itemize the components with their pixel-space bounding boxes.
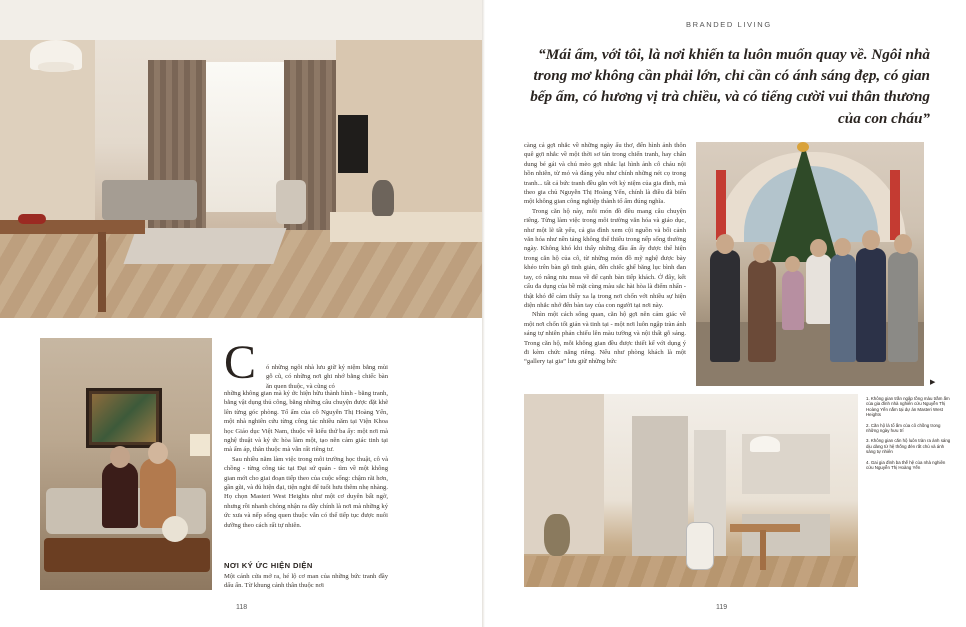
page-number-left: 118 (236, 604, 248, 611)
pendant-lamp-icon (750, 436, 780, 452)
page-gutter (482, 0, 485, 627)
body-paragraph: càng cả gợi nhắc về những ngày ấu thơ, đến hình ảnh thôn quê gợi nhắc về một thời sơ tán trong chiến tranh, hay chân dung bé gái và chú mèo gợi nhắc lại hình ảnh cô cháu nội hồn nhiên, từ mỏ và đáng yêu như chính những nét cọ trong tranh... tất cả bức tranh đều gắn với kỷ niệm của gia đình, mà theo gia chủ Nguyễn Thị Hoàng Yến, chính là điều đã biến một không gian công nghiệp thành tổ ấm đúng nghĩa. (524, 142, 686, 206)
left-body-column (224, 389, 388, 530)
page-number-right: 119 (716, 604, 728, 611)
pull-quote: “Mái ấm, với tôi, là nơi khiến ta luôn muốn quay về. Ngôi nhà trong mơ không cần phải lớn, chỉ cần có ánh sáng đẹp, có gian bếp ấm, có hương vị trà chiều, và có tiếng cười vui thân thương của con cháu” (530, 46, 930, 127)
family-christmas-photo (696, 142, 924, 386)
intro-paragraph: ó những ngôi nhà lưu giữ ký niệm bằng mùi gỗ cũ, có những nơi ghi nhớ bằng chiếc bàn ăn quen thuộc, và cũng có (266, 364, 388, 390)
couple-portrait-photo (40, 338, 212, 590)
body-paragraph: Sau nhiều năm làm việc trong môi trường học thuật, cô và chồng - từng công tác tại Đại sứ quán - tìm về một không gian mới cho giai đoạn tiếp theo của cuộc sống: chậm rãi hơn, gần gũi, và đủ hiện đại, tiện nghi để tuổi hưu thêm nhẹ nhàng. Họ chọn Masteri West Heights như một cơ duyên bất ngờ, nhưng rồi nhanh chóng nhận ra đây chính là nơi mà những ký ức xưa và nếp sống quen thuộc vẫn có thể tiếp tục được nuôi dưỡng theo cách rất tự nhiên. (224, 455, 388, 529)
body-paragraph: những không gian mà ký ức hiện hữu thành hình - bằng tranh, bằng vật dụng thủ công, bằng những câu chuyện được đặt khẽ lên từng góc phòng. Tổ ấm của cô Nguyễn Thị Hoàng Yến, một nhà nghiên cứu từng công tác nhiều năm tại Viện Khoa học Giáo dục Việt Nam, thuộc về kiểu thứ ba ấy: một nơi mà nghệ thuật và ký ức hòa làm một, tạo nên cảm giác tinh tại mà ấm áp, thân thuộc mà vẫn rất riêng tư. (224, 390, 388, 454)
tv-icon (338, 115, 368, 173)
living-room-photo (0, 0, 482, 318)
caption-3: 3. Không gian căn hộ luôn tràn ra ánh sáng dịu dàng từ hệ thống đèn rất chú và ánh sáng tự nhiên (866, 438, 951, 455)
left-bottom-paragraph: Một cánh cửa mở ra, hé lộ cơ man của những bức tranh đầy dấu ấn. Từ khung cảnh thân thuộc nơi (224, 573, 388, 590)
christmas-tree-icon (770, 144, 838, 262)
body-paragraph: Nhìn một cách sống quan, căn hộ gợi nên cảm giác về một nơi chốn tối giản và tinh tại - một nơi luôn ngập tràn ánh sáng tự nhiên phản chiếu lên màu tường và nội thất gỗ sáng. Trong căn hộ, mỗi không gian đều được thiết kế với dụng ý đi kèm chức năng riêng. Nếu như phòng khách là một “gallery tại gia” lưu giữ những bức (524, 311, 686, 366)
caption-arrow-icon: ▶ (930, 378, 936, 386)
caption-1: 1. Không gian trần ngập tồng màu trầm ấm của gia đình nhà nghiên cứu Nguyễn Thị Hoàng Yến nằm tại dự án Masteri West Heights (866, 396, 950, 418)
section-label: BRANDED LIVING (686, 20, 772, 29)
section-heading: NƠI KÝ ỨC HIỆN DIỆN (224, 561, 313, 570)
drop-cap: C (224, 336, 257, 389)
dining-kitchen-photo (524, 394, 858, 587)
right-body-column (524, 141, 686, 367)
photo-captions (866, 396, 954, 475)
caption-2: 2. Căn hộ là tổ ấm của cô chồng trong những ngày hưu trí (866, 422, 941, 434)
body-paragraph: Trong căn hộ này, mỗi món đồ đều mang câu chuyện riêng. Từng làm việc trong môi trường văn hóa và giáo dục, như một lẽ tất yếu, cả gia đình xem cội nguồn và bối cảnh văn hóa như nền tảng không thể thiếu trong nếp sống thường ngày. Không khó khi thấy những đầu ấn ấy được thể hiện trong căn hộ của cô, từ những món đồ mỹ nghệ được bày khéo trên bàn gỗ tinh giản, đến chiếc ghế băng lục bình đan tay, có nâng niu mua về để cạnh bàn tiếp khách. Ở đây, kết cấu đa dụng của bề mặt cùng màu sắc hài hòa là điểm nhấn - thật khó để cảm thấy xa lạ trong nơi chốn với nhiều sự hiện diện nhắc nhớ đến bàn tay của con người tại nơi này. (524, 207, 686, 309)
caption-4: 4. Gai gia đình ba thế hệ của nhà nghiên cứu Nguyễn Thị Hoàng Yến (866, 459, 946, 471)
